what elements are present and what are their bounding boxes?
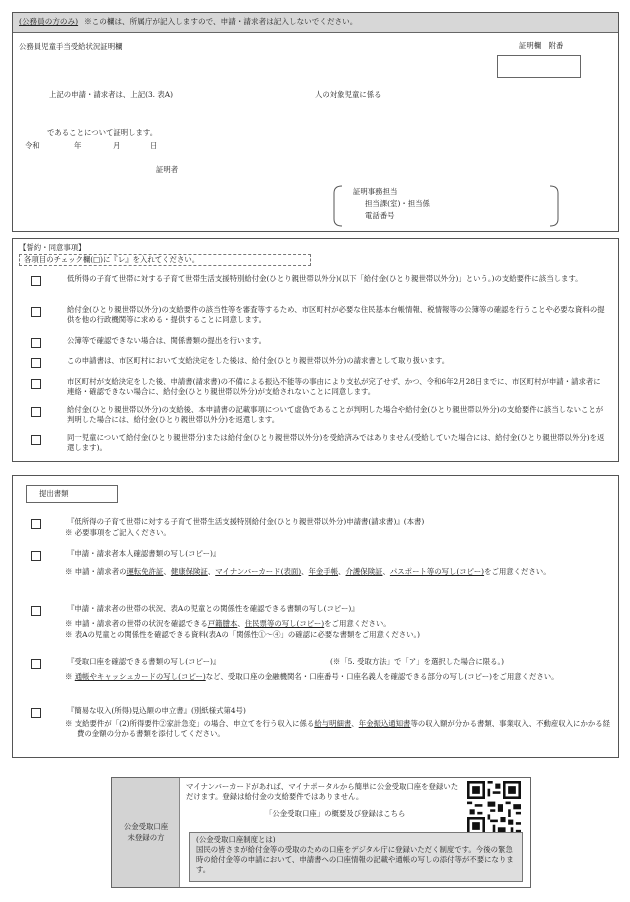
unregistered-label-1: 公金受取口座	[123, 822, 169, 831]
oath-item-text: 市区町村が支給決定をした後、申請書(請求書)の不備による振込不能等の事由により支払が完了せず、かつ、令和6年2月28日までに、市区町村が申請・請求者に連絡・確認できない場合に、給付金(ひとり親世帯以外分)が支給されないことに同意します。	[67, 377, 601, 396]
public-funds-info-box	[189, 832, 523, 882]
oath-checkbox[interactable]	[31, 407, 41, 417]
oath-item-text: 給付金(ひとり親世帯以外分)の支給後、本申請書の記載事項について虚偽であることが判明した場合や給付金(ひとり親世帯以外分)の支給要件に該当しないことが判明した場合には、給付金(ひとり親世帯以外分)を返還します。	[67, 405, 604, 424]
contact-phone: 電話番号	[365, 211, 395, 220]
oath-item-text: 公簿等で確認できない場合は、関係書類の提出を行います。	[67, 336, 266, 345]
document-title: 『低所得の子育て世帯に対する子育て世帯生活支援特別給付金(ひとり親世帯以外分)申請書(請求書)』(本書)	[67, 517, 425, 526]
date-reiwa: 令和	[25, 141, 40, 150]
public-funds-account-section	[111, 777, 531, 888]
documents-title: 提出書類	[26, 485, 118, 503]
public-funds-info-text: 国民の皆さまが給付金等の受取のための口座をデジタル庁に登録いただく制度です。今後の緊急時の給付金等の申請において、申請書への口座情報の記載や通帳の写しの添付等が不要になります。	[196, 844, 514, 874]
certificate-header	[13, 13, 618, 33]
document-title: 『受取口座を確認できる書類の写し(コピー)』	[67, 657, 221, 666]
document-note: ※ 通帳やキャッシュカードの写し(コピー)など、受取口座の金融機関名・口座番号・口座名義人を確認できる部分の写し(コピー)をご用意ください。	[65, 672, 559, 681]
civil-servant-certificate-section	[12, 12, 619, 232]
oath-checkbox[interactable]	[31, 307, 41, 317]
unregistered-label-panel	[112, 778, 180, 887]
document-title: 『簡易な収入(所得)見込額の申立書』(別紙様式第4号)	[67, 706, 246, 715]
oath-item-text: 給付金(ひとり親世帯以外分)の支給要件の該当性等を審査等するため、市区町村が必要な住民基本台帳情報、税情報等の公簿等の確認を行うことや必要な資料の提供を他の行政機関等に求める・提供することに同意します。	[67, 305, 605, 324]
qr-code-icon[interactable]	[467, 781, 521, 835]
contact-dept: 担当課(室)・担当係	[365, 199, 430, 208]
document-checkbox[interactable]	[31, 659, 41, 669]
public-funds-text: マイナンバーカードがあれば、マイナポータルから簡単に公金受取口座を登録いただけます。登録は給付金の支給要件ではありません。	[186, 782, 459, 801]
document-note: ※ 表Aの児童との関係性を確認できる資料(表Aの「関係性①～④」の確認に必要な書類をご用意ください。)	[65, 630, 421, 639]
document-checkbox[interactable]	[31, 708, 41, 718]
public-funds-link[interactable]: 「公金受取口座」の概要及び登録はこちら	[265, 809, 406, 818]
oath-item-text: 低所得の子育て世帯に対する子育て世帯生活支援特別給付金(ひとり親世帯以外分)(以下「給付金(ひとり親世帯以外分)」という。)の支給要件に該当します。	[67, 274, 583, 283]
date-month: 月	[113, 141, 121, 150]
public-funds-info-title: (公金受取口座制度とは)	[196, 835, 276, 844]
oath-title: 【誓約・同意事項】	[19, 243, 86, 252]
certificate-line-1b: 人の対象児童に係る	[315, 90, 382, 99]
document-checkbox[interactable]	[31, 606, 41, 616]
oath-item-text: 同一児童について給付金(ひとり親世帯分)または給付金(ひとり親世帯以外分)を受給済みではありません(受給していた場合には、給付金(ひとり親世帯以外分)を返還します)。	[67, 433, 605, 452]
document-title: 『申請・請求者の世帯の状況、表Aの児童との関係性を確認できる書類の写し(コピー)』	[67, 604, 359, 613]
oath-checkbox[interactable]	[31, 276, 41, 286]
contact-title: 証明事務担当	[353, 187, 398, 196]
oath-checkbox[interactable]	[31, 358, 41, 368]
document-condition: (※「5. 受取方法」で「ア」を選択した場合に限る。)	[330, 657, 505, 666]
date-day: 日	[150, 141, 158, 150]
contact-bracket-left	[333, 185, 343, 227]
oath-consent-section	[12, 238, 619, 462]
certificate-line-2: であることについて証明します。	[47, 128, 158, 137]
oath-checkbox[interactable]	[31, 435, 41, 445]
date-year: 年	[74, 141, 82, 150]
document-note: ※ 申請・請求者の運転免許証、健康保険証、マイナンバーカード(表面)、年金手帳、介護保険証、パスポート等の写し(コピー)をご用意ください。	[65, 567, 551, 576]
document-note: ※ 必要事項をご記入ください。	[65, 528, 171, 537]
required-documents-section	[12, 475, 619, 758]
document-checkbox[interactable]	[31, 519, 41, 529]
oath-checkbox[interactable]	[31, 379, 41, 389]
unregistered-label-2: 未登録の方	[127, 833, 165, 842]
certificate-title: 公務員児童手当受給状況証明欄	[19, 42, 123, 51]
document-note: ※ 申請・請求者の世帯の状況を確認できる戸籍謄本、住民票等の写し(コピー)をご用意ください。	[65, 619, 391, 628]
certificate-box-label: 証明欄 附番	[519, 41, 564, 50]
document-title: 『申請・請求者本人確認書類の写し(コピー)』	[67, 549, 221, 558]
civil-servant-only-tag: (公務員の方のみ)	[19, 17, 79, 26]
certifier-label: 証明者	[156, 165, 179, 174]
contact-bracket-right	[549, 185, 559, 227]
certificate-header-note: ※この欄は、所属庁が記入しますので、申請・請求者は記入しないでください。	[84, 17, 358, 26]
oath-item-text: この申請書は、市区町村において支給決定をした後は、給付金(ひとり親世帯以外分)の請求書として取り扱います。	[67, 356, 450, 365]
document-checkbox[interactable]	[31, 551, 41, 561]
oath-instruction: 各項目のチェック欄(□)に『レ』を入れてください。	[19, 254, 311, 266]
certificate-line-1a: 上記の申請・請求者は、上記(3. 表A)	[49, 90, 173, 99]
certificate-number-box[interactable]	[497, 55, 581, 78]
document-note: ※ 支給要件が「(2)所得要件②家計急変」の場合、申立てを行う収入に係る給与明細書、年金振込通知書等の収入額が分かる書類、事業収入、不動産収入にかかる経費の金額の分かる書類を添付してください。	[65, 719, 611, 738]
oath-checkbox[interactable]	[31, 338, 41, 348]
